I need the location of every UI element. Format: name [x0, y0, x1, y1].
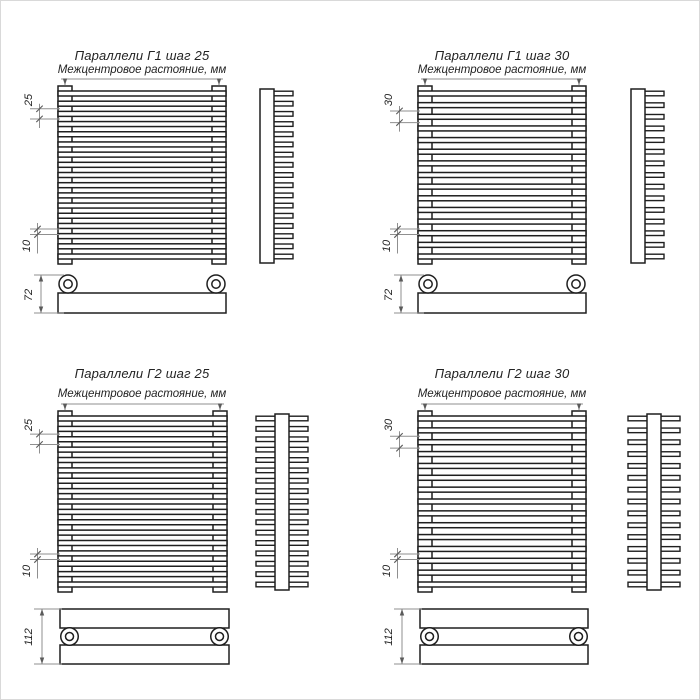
step-dimension-value: 30: [383, 418, 395, 432]
intercenter-distance-label: Межцентровое растояние, мм: [57, 388, 227, 400]
panel-title: Параллели Г1 шаг 30: [434, 48, 570, 63]
gap-dimension-value: 10: [381, 564, 393, 578]
depth-dimension-value: 72: [383, 288, 395, 302]
step-dimension-value: 25: [23, 93, 35, 107]
radiator-drawing-canvas: [1, 1, 700, 700]
panel-title: Параллели Г1 шаг 25: [74, 48, 210, 63]
step-dimension-value: 30: [383, 93, 395, 107]
intercenter-distance-label: Межцентровое растояние, мм: [417, 64, 587, 76]
intercenter-distance-label: Межцентровое растояние, мм: [57, 64, 227, 76]
depth-dimension-value: 112: [383, 628, 395, 646]
depth-dimension-value: 72: [23, 288, 35, 302]
gap-dimension-value: 10: [21, 239, 33, 253]
gap-dimension-value: 10: [381, 239, 393, 253]
panel-title: Параллели Г2 шаг 30: [434, 366, 570, 381]
gap-dimension-value: 10: [21, 564, 33, 578]
depth-dimension-value: 112: [23, 628, 35, 646]
step-dimension-value: 25: [23, 418, 35, 432]
intercenter-distance-label: Межцентровое растояние, мм: [417, 388, 587, 400]
panel-title: Параллели Г2 шаг 25: [74, 366, 210, 381]
